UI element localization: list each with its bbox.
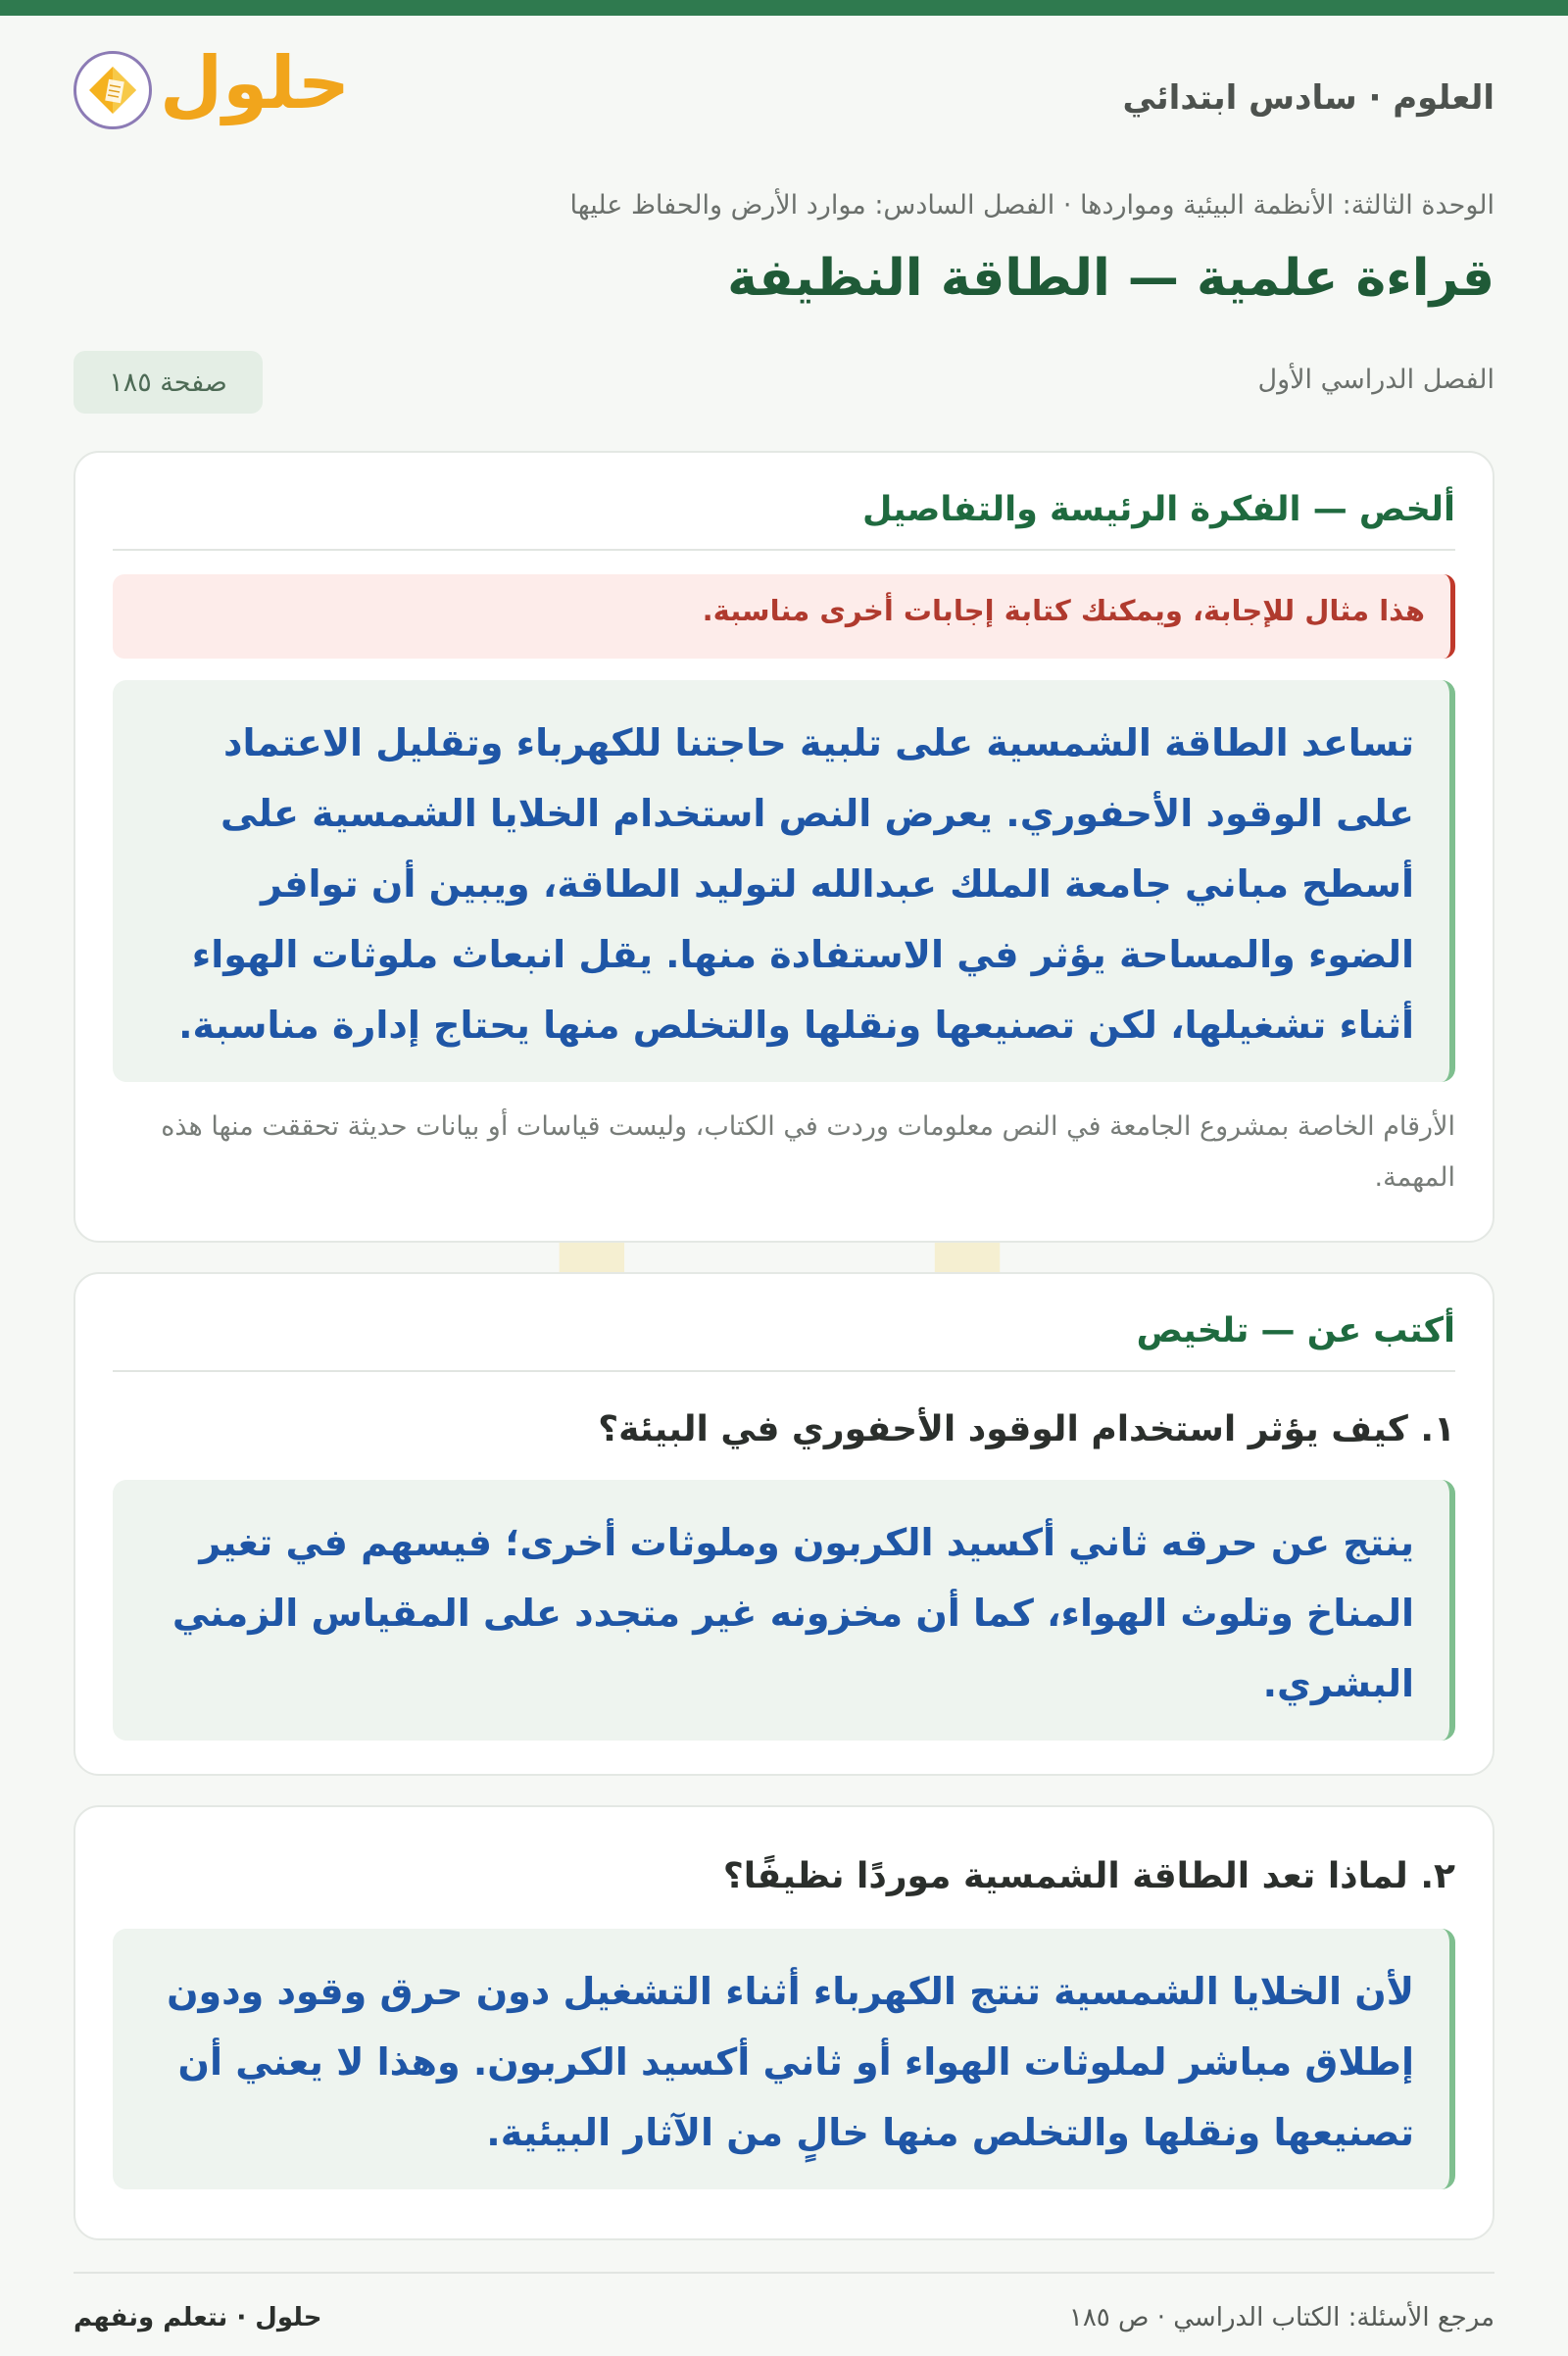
card-divider — [113, 549, 1455, 551]
footer-brand: حلول · نتعلم ونفهم — [74, 2303, 322, 2332]
summary-card — [74, 451, 1494, 1243]
footer-reference: مرجع الأسئلة: الكتاب الدراسي · ص ١٨٥ — [1068, 2303, 1494, 2332]
question-card — [74, 1805, 1494, 2240]
question-2: ٢. لماذا تعد الطاقة الشمسية موردًا نظيفًا؟ — [722, 1856, 1455, 1896]
footer-divider — [74, 2272, 1494, 2274]
term-label: الفصل الدراسي الأول — [1257, 365, 1494, 395]
example-note: هذا مثال للإجابة، ويمكنك كتابة إجابات أخرى مناسبة. — [113, 574, 1455, 659]
logo-text: حلول — [160, 41, 351, 125]
book-diamond-icon — [74, 51, 152, 129]
card-divider — [113, 1370, 1455, 1372]
site-logo[interactable] — [74, 41, 351, 129]
summary-card-title: ألخص — الفكرة الرئيسة والتفاصيل — [861, 490, 1455, 529]
writing-card — [74, 1272, 1494, 1776]
answer-1: ينتج عن حرقه ثاني أكسيد الكربون وملوثات أخرى؛ فيسهم في تغير المناخ وتلوث الهواء، كما أن مخزونه غير متجدد على المقياس الزمني البشري. — [113, 1480, 1455, 1741]
top-accent-bar — [0, 0, 1568, 16]
summary-answer: تساعد الطاقة الشمسية على تلبية حاجتنا للكهرباء وتقليل الاعتماد على الوقود الأحفوري. يعرض النص استخدام الخلايا الشمسية على أسطح مباني جامعة الملك عبدالله لتوليد الطاقة، ويبين أن توافر الضوء والمساحة يؤثر في الاستفادة منها. يقل انبعاث ملوثات الهواء أثناء تشغيلها، لكن تصنيعها ونقلها والتخلص منها يحتاج إدارة مناسبة. — [113, 680, 1455, 1082]
answer-2: لأن الخلايا الشمسية تنتج الكهرباء أثناء التشغيل دون حرق وقود ودون إطلاق مباشر لملوثات الهواء أو ثاني أكسيد الكربون. وهذا لا يعني أن تصنيعها ونقلها والتخلص منها خالٍ من الآثار البيئية. — [113, 1929, 1455, 2189]
subject-label: العلوم · سادس ابتدائي — [1122, 78, 1494, 118]
page-number-badge: صفحة ١٨٥ — [74, 351, 263, 414]
question-1: ١. كيف يؤثر استخدام الوقود الأحفوري في البيئة؟ — [598, 1409, 1455, 1449]
page-title: قراءة علمية — الطاقة النظيفة — [727, 249, 1494, 308]
page — [0, 16, 1568, 2356]
summary-footnote: الأرقام الخاصة بمشروع الجامعة في النص معلومات وردت في الكتاب، وليست قياسات أو بيانات حديثة تحققت منها هذه المهمة. — [161, 1111, 1455, 1193]
writing-card-title: أكتب عن — تلخيص — [1136, 1311, 1455, 1350]
breadcrumb: الوحدة الثالثة: الأنظمة البيئية ومواردها · الفصل السادس: موارد الأرض والحفاظ عليها — [569, 190, 1494, 221]
